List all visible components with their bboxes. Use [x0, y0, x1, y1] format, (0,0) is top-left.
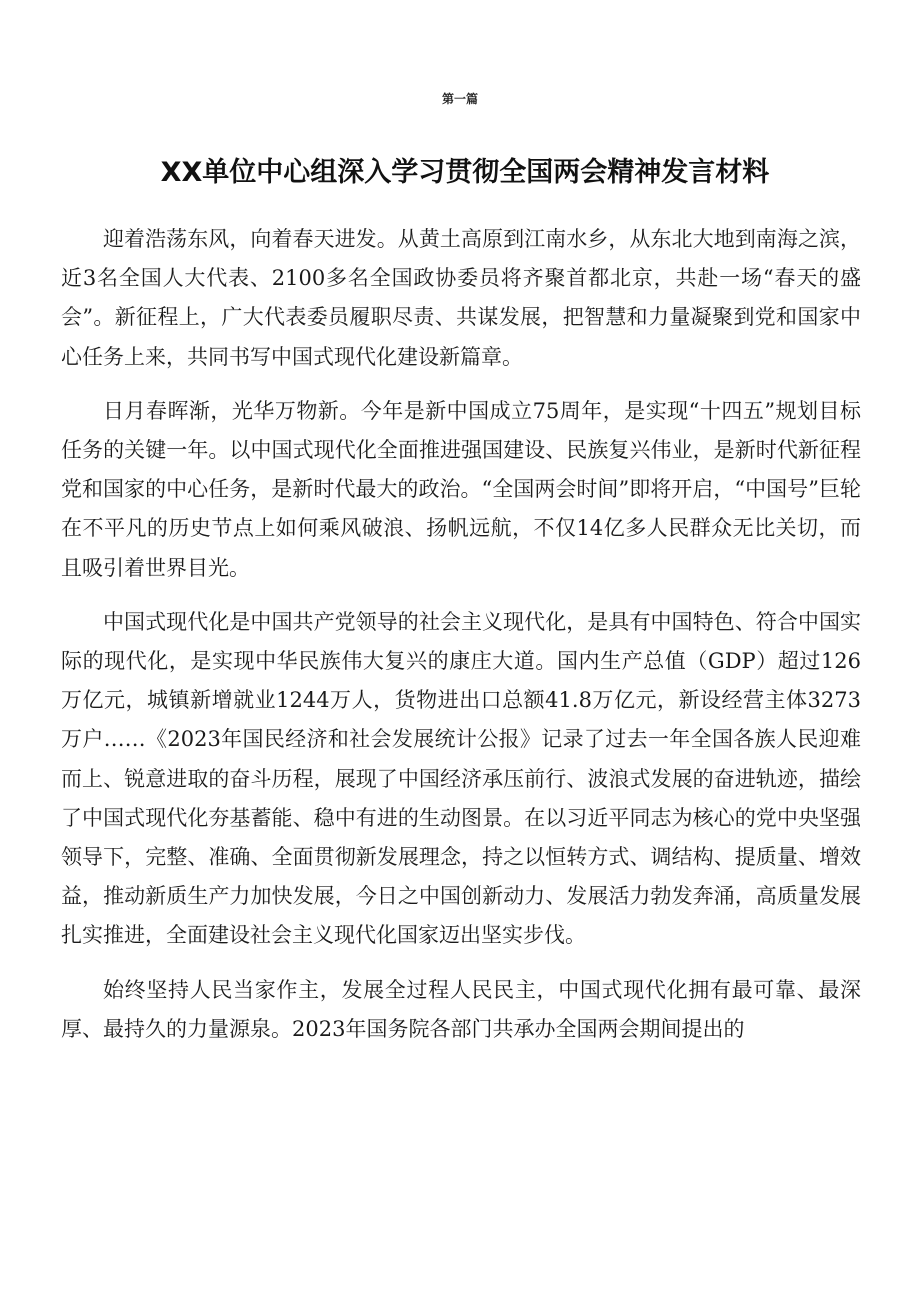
paragraph: 始终坚持人民当家作主，发展全过程人民民主，中国式现代化拥有最可靠、最深厚、最持久的力量源泉。2023年国务院各部门共承办全国两会期间提出的 — [61, 977, 861, 1041]
document-body — [61, 220, 861, 1064]
document-title: XX单位中心组深入学习贯彻全国两会精神发言材料 — [160, 157, 770, 188]
paragraph: 中国式现代化是中国共产党领导的社会主义现代化，是具有中国特色、符合中国实际的现代化，是实现中华民族伟大复兴的康庄大道。国内生产总值（GDP）超过126万亿元，城镇新增就业1244万人，货物进出口总额41.8万亿元，新设经营主体3273万户……《2023年国民经济和社会发展统计公报》记录了过去一年全国各族人民迎难而上、锐意进取的奋斗历程，展现了中国经济承压前行、波浪式发展的奋进轨迹，描绘了中国式现代化夯基蓄能、稳中有进的生动图景。在以习近平同志为核心的党中央坚强领导下，完整、准确、全面贯彻新发展理念，持之以恒转方式、调结构、提质量、增效益，推动新质生产力加快发展，今日之中国创新动力、发展活力勃发奔涌，高质量发展扎实推进，全面建设社会主义现代化国家迈出坚实步伐。 — [61, 609, 861, 948]
paragraph: 迎着浩荡东风，向着春天进发。从黄土高原到江南水乡，从东北大地到南海之滨，近3名全国人大代表、2100多名全国政协委员将齐聚首都北京，共赴一场“春天的盛会”。新征程上，广大代表委员履职尽责、共谋发展，把智慧和力量凝聚到党和国家中心任务上来，共同书写中国式现代化建设新篇章。 — [61, 227, 861, 369]
section-label: 第一篇 — [441, 92, 478, 106]
paragraph: 日月春晖渐，光华万物新。今年是新中国成立75周年，是实现“十四五”规划目标任务的关键一年。以中国式现代化全面推进强国建设、民族复兴伟业，是新时代新征程党和国家的中心任务，是新时代最大的政治。“全国两会时间”即将开启，“中国号”巨轮在不平凡的历史节点上如何乘风破浪、扬帆远航，不仅14亿多人民群众无比关切，而且吸引着世界目光。 — [61, 398, 861, 580]
